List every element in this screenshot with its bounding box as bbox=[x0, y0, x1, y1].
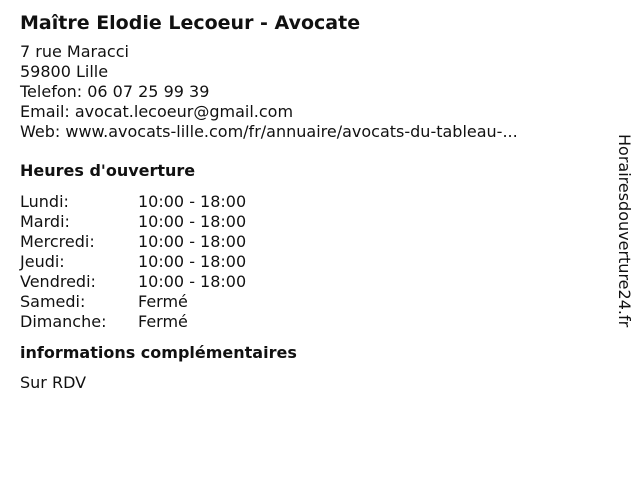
additional-info-text: Sur RDV bbox=[20, 373, 87, 392]
hours-row-tuesday bbox=[20, 212, 246, 232]
address-city: 59800 Lille bbox=[20, 62, 109, 81]
hours-time: 10:00 - 18:00 bbox=[138, 272, 247, 291]
hours-row-friday bbox=[20, 272, 246, 292]
opening-hours-table bbox=[20, 192, 246, 332]
hours-time: 10:00 - 18:00 bbox=[138, 192, 247, 211]
phone-line: Telefon: 06 07 25 99 39 bbox=[20, 82, 210, 101]
email-line: Email: avocat.lecoeur@gmail.com bbox=[20, 102, 294, 121]
business-card bbox=[20, 10, 600, 393]
hours-row-saturday bbox=[20, 292, 246, 312]
hours-day: Lundi: bbox=[20, 192, 69, 211]
hours-day: Mercredi: bbox=[20, 232, 95, 251]
hours-row-monday bbox=[20, 192, 246, 212]
additional-info-heading: informations complémentaires bbox=[20, 343, 297, 362]
address-street: 7 rue Maracci bbox=[20, 42, 129, 61]
hours-day: Dimanche: bbox=[20, 312, 107, 331]
web-line: Web: www.avocats-lille.com/fr/annuaire/avocats-du-tableau-... bbox=[20, 122, 518, 141]
hours-day: Jeudi: bbox=[20, 252, 65, 271]
hours-time: 10:00 - 18:00 bbox=[138, 252, 247, 271]
hours-time: 10:00 - 18:00 bbox=[138, 232, 247, 251]
hours-day: Samedi: bbox=[20, 292, 86, 311]
hours-day: Mardi: bbox=[20, 212, 70, 231]
opening-hours-heading: Heures d'ouverture bbox=[20, 161, 196, 180]
hours-time: Fermé bbox=[138, 292, 188, 311]
hours-time: Fermé bbox=[138, 312, 188, 331]
hours-time: 10:00 - 18:00 bbox=[138, 212, 247, 231]
business-title: Maître Elodie Lecoeur - Avocate bbox=[20, 12, 361, 34]
hours-row-sunday bbox=[20, 312, 246, 332]
hours-day: Vendredi: bbox=[20, 272, 96, 291]
site-watermark: Horairesdouverture24.fr bbox=[615, 134, 634, 328]
hours-row-wednesday bbox=[20, 232, 246, 252]
hours-row-thursday bbox=[20, 252, 246, 272]
